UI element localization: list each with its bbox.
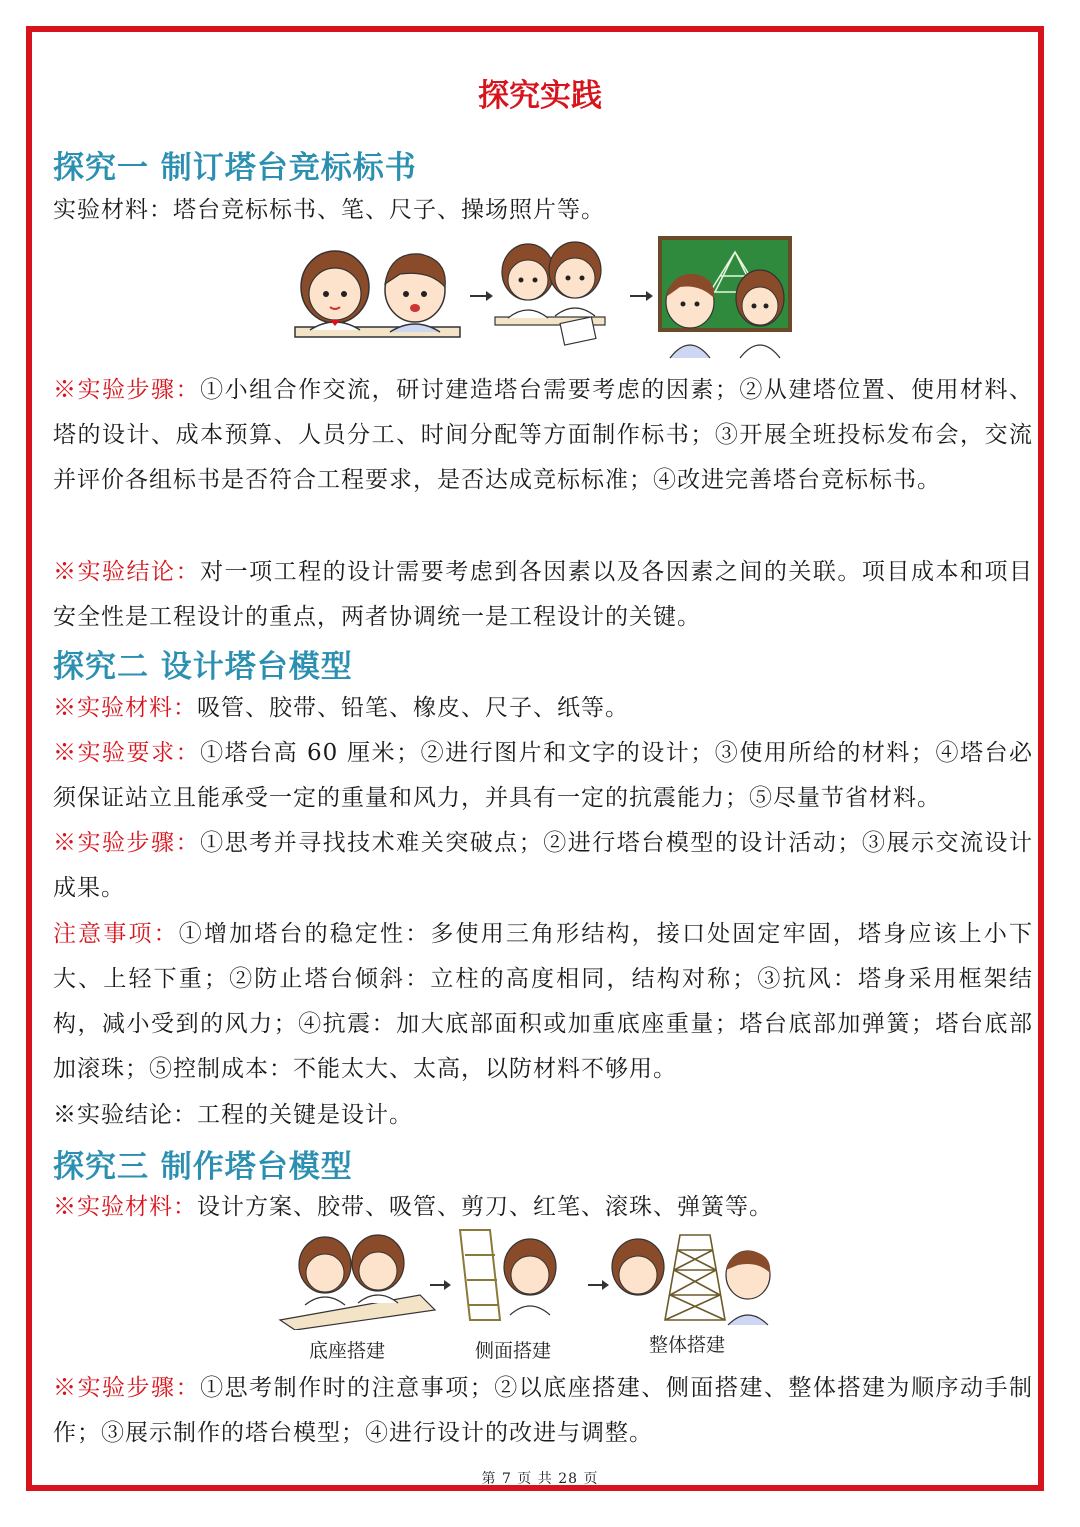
- section-1-steps: [53, 368, 1033, 503]
- requirements-text: ①塔台高 60 厘米；②进行图片和文字的设计；③使用所给的材料；④塔台必须保证站立且能承受一定的重量和风力，并具有一定的抗震能力；⑤尽量节省材料。: [53, 740, 1033, 811]
- whole-building-scene-icon: [612, 1235, 770, 1325]
- materials-text: 吸管、胶带、铅笔、橡皮、尺子、纸等。: [197, 695, 629, 721]
- caption-base-building: 底座搭建: [309, 1340, 386, 1362]
- section-2-conclusion: ※实验结论：工程的关键是设计。: [53, 1102, 413, 1128]
- conclusion-label: ※实验结论：: [53, 559, 201, 585]
- steps-label: ※实验步骤：: [53, 830, 201, 856]
- section-3-steps: [53, 1366, 1033, 1456]
- requirements-label: ※实验要求：: [53, 740, 201, 766]
- section-2-requirements: [53, 731, 1033, 821]
- materials-label: ※实验材料：: [53, 1194, 197, 1220]
- arrow-right-icon: [630, 291, 653, 301]
- notes-label: 注意事项：: [53, 921, 179, 947]
- section-2-heading: 探究二 设计塔台模型: [53, 649, 353, 685]
- steps-label: ※实验步骤：: [53, 377, 201, 403]
- side-building-scene-icon: [460, 1230, 556, 1320]
- materials-text: 设计方案、胶带、吸管、剪刀、红笔、滚珠、弹簧等。: [197, 1194, 773, 1220]
- section-1-heading: 探究一 制订塔台竞标标书: [53, 150, 417, 186]
- section-2-materials: [53, 686, 1033, 731]
- page-number-footer: 第 7 页 共 28 页: [481, 1471, 599, 1487]
- base-building-scene-icon: [280, 1235, 435, 1330]
- section-1-materials: 实验材料：塔台竞标标书、笔、尺子、操场照片等。: [53, 197, 605, 223]
- girl-figure-icon: [301, 251, 369, 330]
- arrow-right-icon: [470, 291, 493, 301]
- arrow-right-icon: [588, 1280, 609, 1290]
- section-1-conclusion: [53, 550, 1033, 640]
- arrow-right-icon: [430, 1280, 451, 1290]
- steps-text: ①小组合作交流，研讨建造塔台需要考虑的因素；②从建塔位置、使用材料、塔的设计、成本预算、人员分工、时间分配等方面制作标书；③开展全班投标发布会，交流并评价各组标书是否符合工程要求，是否达成竞标标准；④改进完善塔台竞标标书。: [53, 377, 1034, 493]
- caption-side-building: 侧面搭建: [475, 1340, 552, 1362]
- conclusion-text: 对一项工程的设计需要考虑到各因素以及各因素之间的关联。项目成本和项目安全性是工程设计的重点，两者协调统一是工程设计的关键。: [53, 559, 1034, 630]
- section-2-notes: [53, 912, 1033, 1092]
- notes-text: ①增加塔台的稳定性：多使用三角形结构，接口处固定牢固，塔身应该上小下大、上轻下重；②防止塔台倾斜：立柱的高度相同，结构对称；③抗风：塔身采用框架结构，减小受到的风力；④抗震：加大底部面积或加重底座重量；塔台底部加弹簧；塔台底部加滚珠；⑤控制成本：不能太大、太高，以防材料不够用。: [53, 921, 1034, 1082]
- steps-text: ①思考制作时的注意事项；②以底座搭建、侧面搭建、整体搭建为顺序动手制作；③展示制作的塔台模型；④进行设计的改进与调整。: [53, 1375, 1034, 1446]
- illustration-tower-building: [270, 1225, 790, 1330]
- page-title: 探究实践: [478, 78, 602, 114]
- illustration-students-discussing: [290, 232, 810, 362]
- section-3-heading: 探究三 制作塔台模型: [53, 1149, 353, 1185]
- steps-text: ①思考并寻找技术难关突破点；②进行塔台模型的设计活动；③展示交流设计成果。: [53, 830, 1034, 901]
- section-2-steps: [53, 821, 1033, 911]
- section-3-materials: [53, 1185, 1033, 1230]
- materials-label: ※实验材料：: [53, 695, 197, 721]
- boy-figure-icon: [385, 254, 445, 332]
- steps-label: ※实验步骤：: [53, 1375, 201, 1401]
- caption-whole-building: 整体搭建: [649, 1334, 726, 1356]
